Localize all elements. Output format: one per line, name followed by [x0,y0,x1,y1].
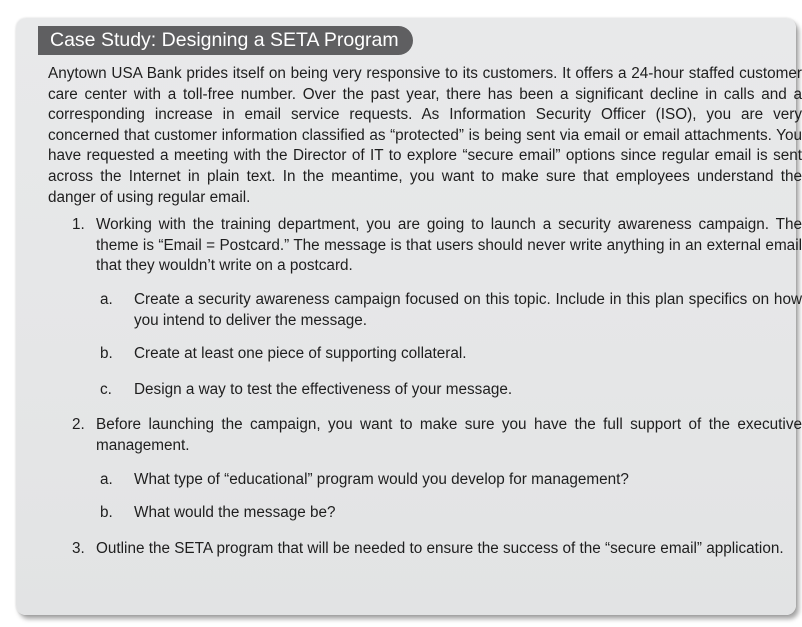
sub-item-text: Create at least one piece of supporting collateral. [134,345,467,363]
sub-item-1c [48,380,802,401]
sub-item-text: Create a security awareness campaign focused on this topic. Include in this plan specifics on how you intend to deliver the message. [134,290,802,329]
sub-item-text: What would the message be? [134,504,336,522]
case-study-body [48,64,802,559]
sub-item-label: a. [100,470,113,488]
case-study-card [16,18,802,615]
item-number: 2. [72,416,85,434]
list-item-3 [48,539,802,560]
item-text: Working with the training department, you are going to launch a security awareness campaign. The theme is “Email = Postcard.” The message is that users should never write anything in an external email that they wouldn’t write on a postcard. [96,216,802,275]
intro-paragraph: Anytown USA Bank prides itself on being very responsive to its customers. It offers a 24-hour staffed customer care center with a toll-free number. Over the past year, there has been a significant decline in calls and a corresponding increase in email service requests. As Information Security Officer (ISO), you are very concerned that customer information classified as “protected” is being sent via email or email attachments. You have requested a meeting with the Director of IT to explore “secure email” options since regular email is sent across the Internet in plain text. In the meantime, you want to make sure that employees understand the danger of using regular email. [48,65,802,206]
item-text: Before launching the campaign, you want to make sure you have the full support of the executive management. [96,416,802,454]
sub-item-2b [48,503,802,524]
sub-item-label: a. [100,290,113,308]
list-item-1 [48,215,802,277]
sub-item-text: What type of “educational” program would you develop for management? [134,470,629,488]
case-study-title: Case Study: Designing a SETA Program [38,26,413,55]
sub-item-label: c. [100,380,112,398]
sub-item-label: b. [100,504,113,522]
sub-item-2a [48,470,802,491]
sub-item-1b [48,344,802,365]
sub-item-text: Design a way to test the effectiveness of your message. [134,380,513,398]
sub-item-1a [48,290,802,331]
sub-item-label: b. [100,345,113,363]
item-text: Outline the SETA program that will be needed to ensure the success of the “secure email” application. [96,539,784,557]
item-number: 3. [72,539,85,557]
list-item-2 [48,415,802,456]
item-number: 1. [72,216,85,234]
